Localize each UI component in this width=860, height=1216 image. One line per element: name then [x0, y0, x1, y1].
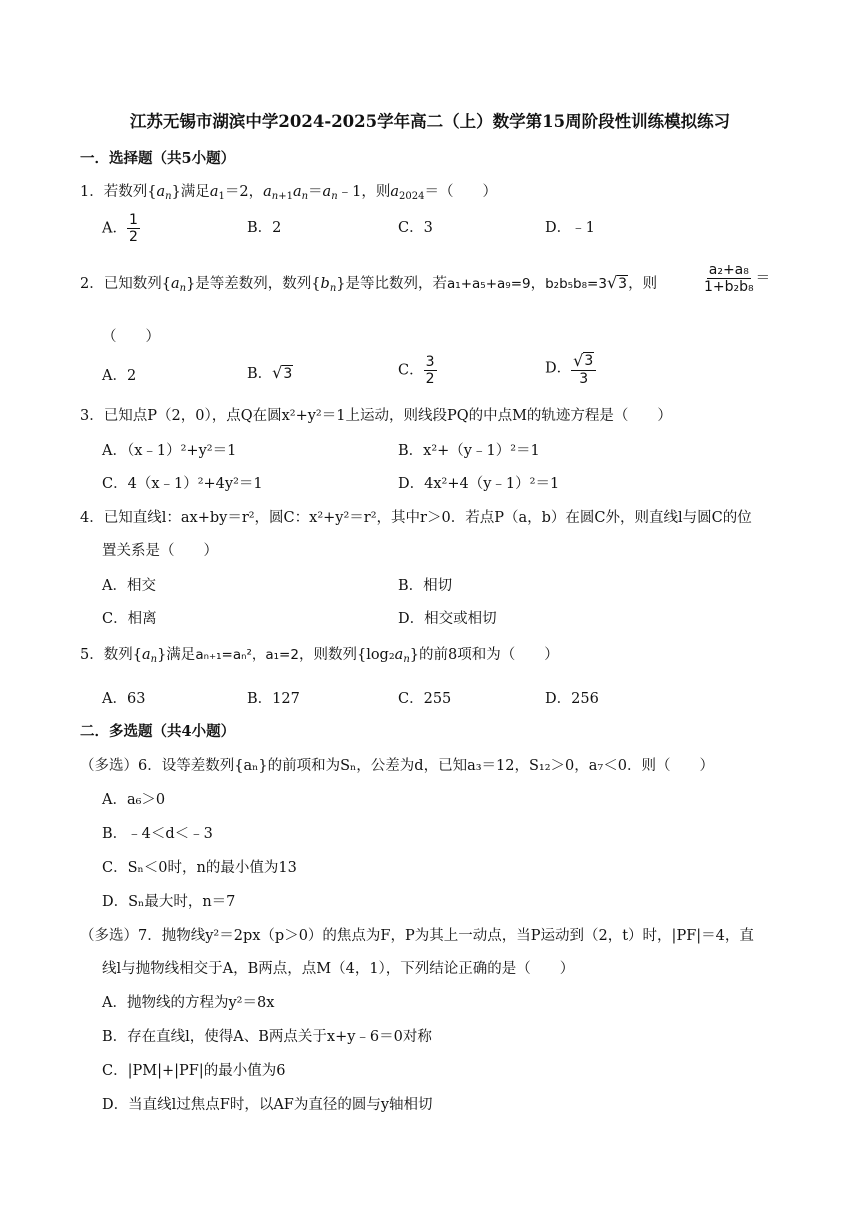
- question-7-stem-line1: （多选）7．抛物线y²＝2px（p＞0）的焦点为F，P为其上一动点，当P运动到（2，t）时，|PF|＝4，直: [80, 928, 754, 944]
- question-4-stem-line2: 置关系是（ ）: [102, 543, 218, 559]
- question-6-stem: （多选）6．设等差数列{aₙ}的前项和为Sₙ，公差为d，已知a₃＝12，S₁₂＞0，a₇＜0．则（ ）: [80, 758, 714, 774]
- question-6-option-a: A．a₆＞0: [102, 792, 166, 808]
- question-7-option-b: B．存在直线l，使得A、B两点关于x+y﹣6＝0对称: [102, 1029, 432, 1045]
- question-2-option-c: C． $\frac{3}{2}$: [398, 354, 435, 387]
- question-4-option-b: B．相切: [398, 578, 453, 594]
- question-3-option-c: C．4（x﹣1）²+4y²＝1: [102, 476, 263, 492]
- section-heading-multiple-choice: 二．多选题（共4小题）: [80, 723, 236, 740]
- question-1-option-c: C．3: [398, 220, 433, 236]
- question-3-option-a: A．（x﹣1）²+y²＝1: [102, 443, 237, 459]
- question-5-option-a: A．63: [102, 691, 146, 707]
- question-5-option-d: D．256: [545, 691, 599, 707]
- question-1-option-d: D．﹣1: [545, 220, 595, 236]
- fraction: $\frac{1}{2}$: [128, 212, 138, 245]
- question-1-option-a: A． $\frac{1}{2}$: [102, 212, 138, 245]
- question-1-stem: 1．若数列$\{a_n\}$满足$a_1=2$，$a_{n+1}a_n=a_n﹣1$，则$a_{2024}=$（ ）: [80, 184, 497, 202]
- question-7-option-c: C．|PM|+|PF|的最小值为6: [102, 1063, 286, 1079]
- question-2-option-d: D． √ 3 3: [545, 350, 596, 387]
- question-2-target-fraction: $\frac{\text{a₂+a₈}}{\text{1+b₂b₈}}$ ＝: [704, 262, 771, 295]
- section-heading-single-choice: 一．选择题（共5小题）: [80, 150, 236, 167]
- question-4-option-a: A．相交: [102, 578, 156, 594]
- question-1-option-b: B．2: [247, 220, 282, 236]
- question-2-stem: 2．已知数列$\{a_n\}$是等差数列，数列$\{b_n\}$是等比数列，若a₁+a₅+a₉=9，b₂b₅b₈=3 √ 3 ，则: [80, 273, 658, 294]
- question-3-stem: 3．已知点P（2，0），点Q在圆x²+y²＝1上运动，则线段PQ的中点M的轨迹方程是（ ）: [80, 408, 672, 424]
- question-5-option-c: C．255: [398, 691, 452, 707]
- question-5-option-b: B．127: [247, 691, 300, 707]
- question-4-option-d: D．相交或相切: [398, 611, 497, 627]
- question-2-option-a: A．2: [102, 368, 137, 384]
- question-5-stem: 5．数列$\{a_n\}$满足aₙ₊₁=aₙ²，a₁=2，则数列$\{\log_2a_n\}$的前8项和为（ ）: [80, 647, 559, 665]
- question-6-option-d: D．Sₙ最大时，n＝7: [102, 894, 236, 910]
- question-4-stem-line1: 4．已知直线l：ax+by＝r²，圆C：x²+y²＝r²，其中r＞0．若点P（a，b）在圆C外，则直线l与圆C的位: [80, 510, 752, 526]
- page-title: 江苏无锡市湖滨中学2024-2025学年高二（上）数学第15周阶段性训练模拟练习: [129, 112, 731, 131]
- question-4-option-c: C．相离: [102, 611, 157, 627]
- question-6-option-b: B．﹣4＜d＜﹣3: [102, 826, 213, 842]
- question-3-option-d: D．4x²+4（y﹣1）²＝1: [398, 476, 560, 492]
- question-3-option-b: B．x²+（y﹣1）²＝1: [398, 443, 540, 459]
- question-2-option-b: B． √ 3: [247, 363, 293, 382]
- question-6-option-c: C．Sₙ＜0时，n的最小值为13: [102, 860, 297, 876]
- question-7-option-d: D．当直线l过焦点F时，以AF为直径的圆与y轴相切: [102, 1097, 433, 1113]
- question-2-paren: （ ）: [102, 329, 160, 345]
- question-7-option-a: A．抛物线的方程为y²＝8x: [102, 995, 275, 1011]
- question-7-stem-line2: 线l与抛物线相交于A，B两点，点M（4，1），下列结论正确的是（ ）: [102, 961, 575, 977]
